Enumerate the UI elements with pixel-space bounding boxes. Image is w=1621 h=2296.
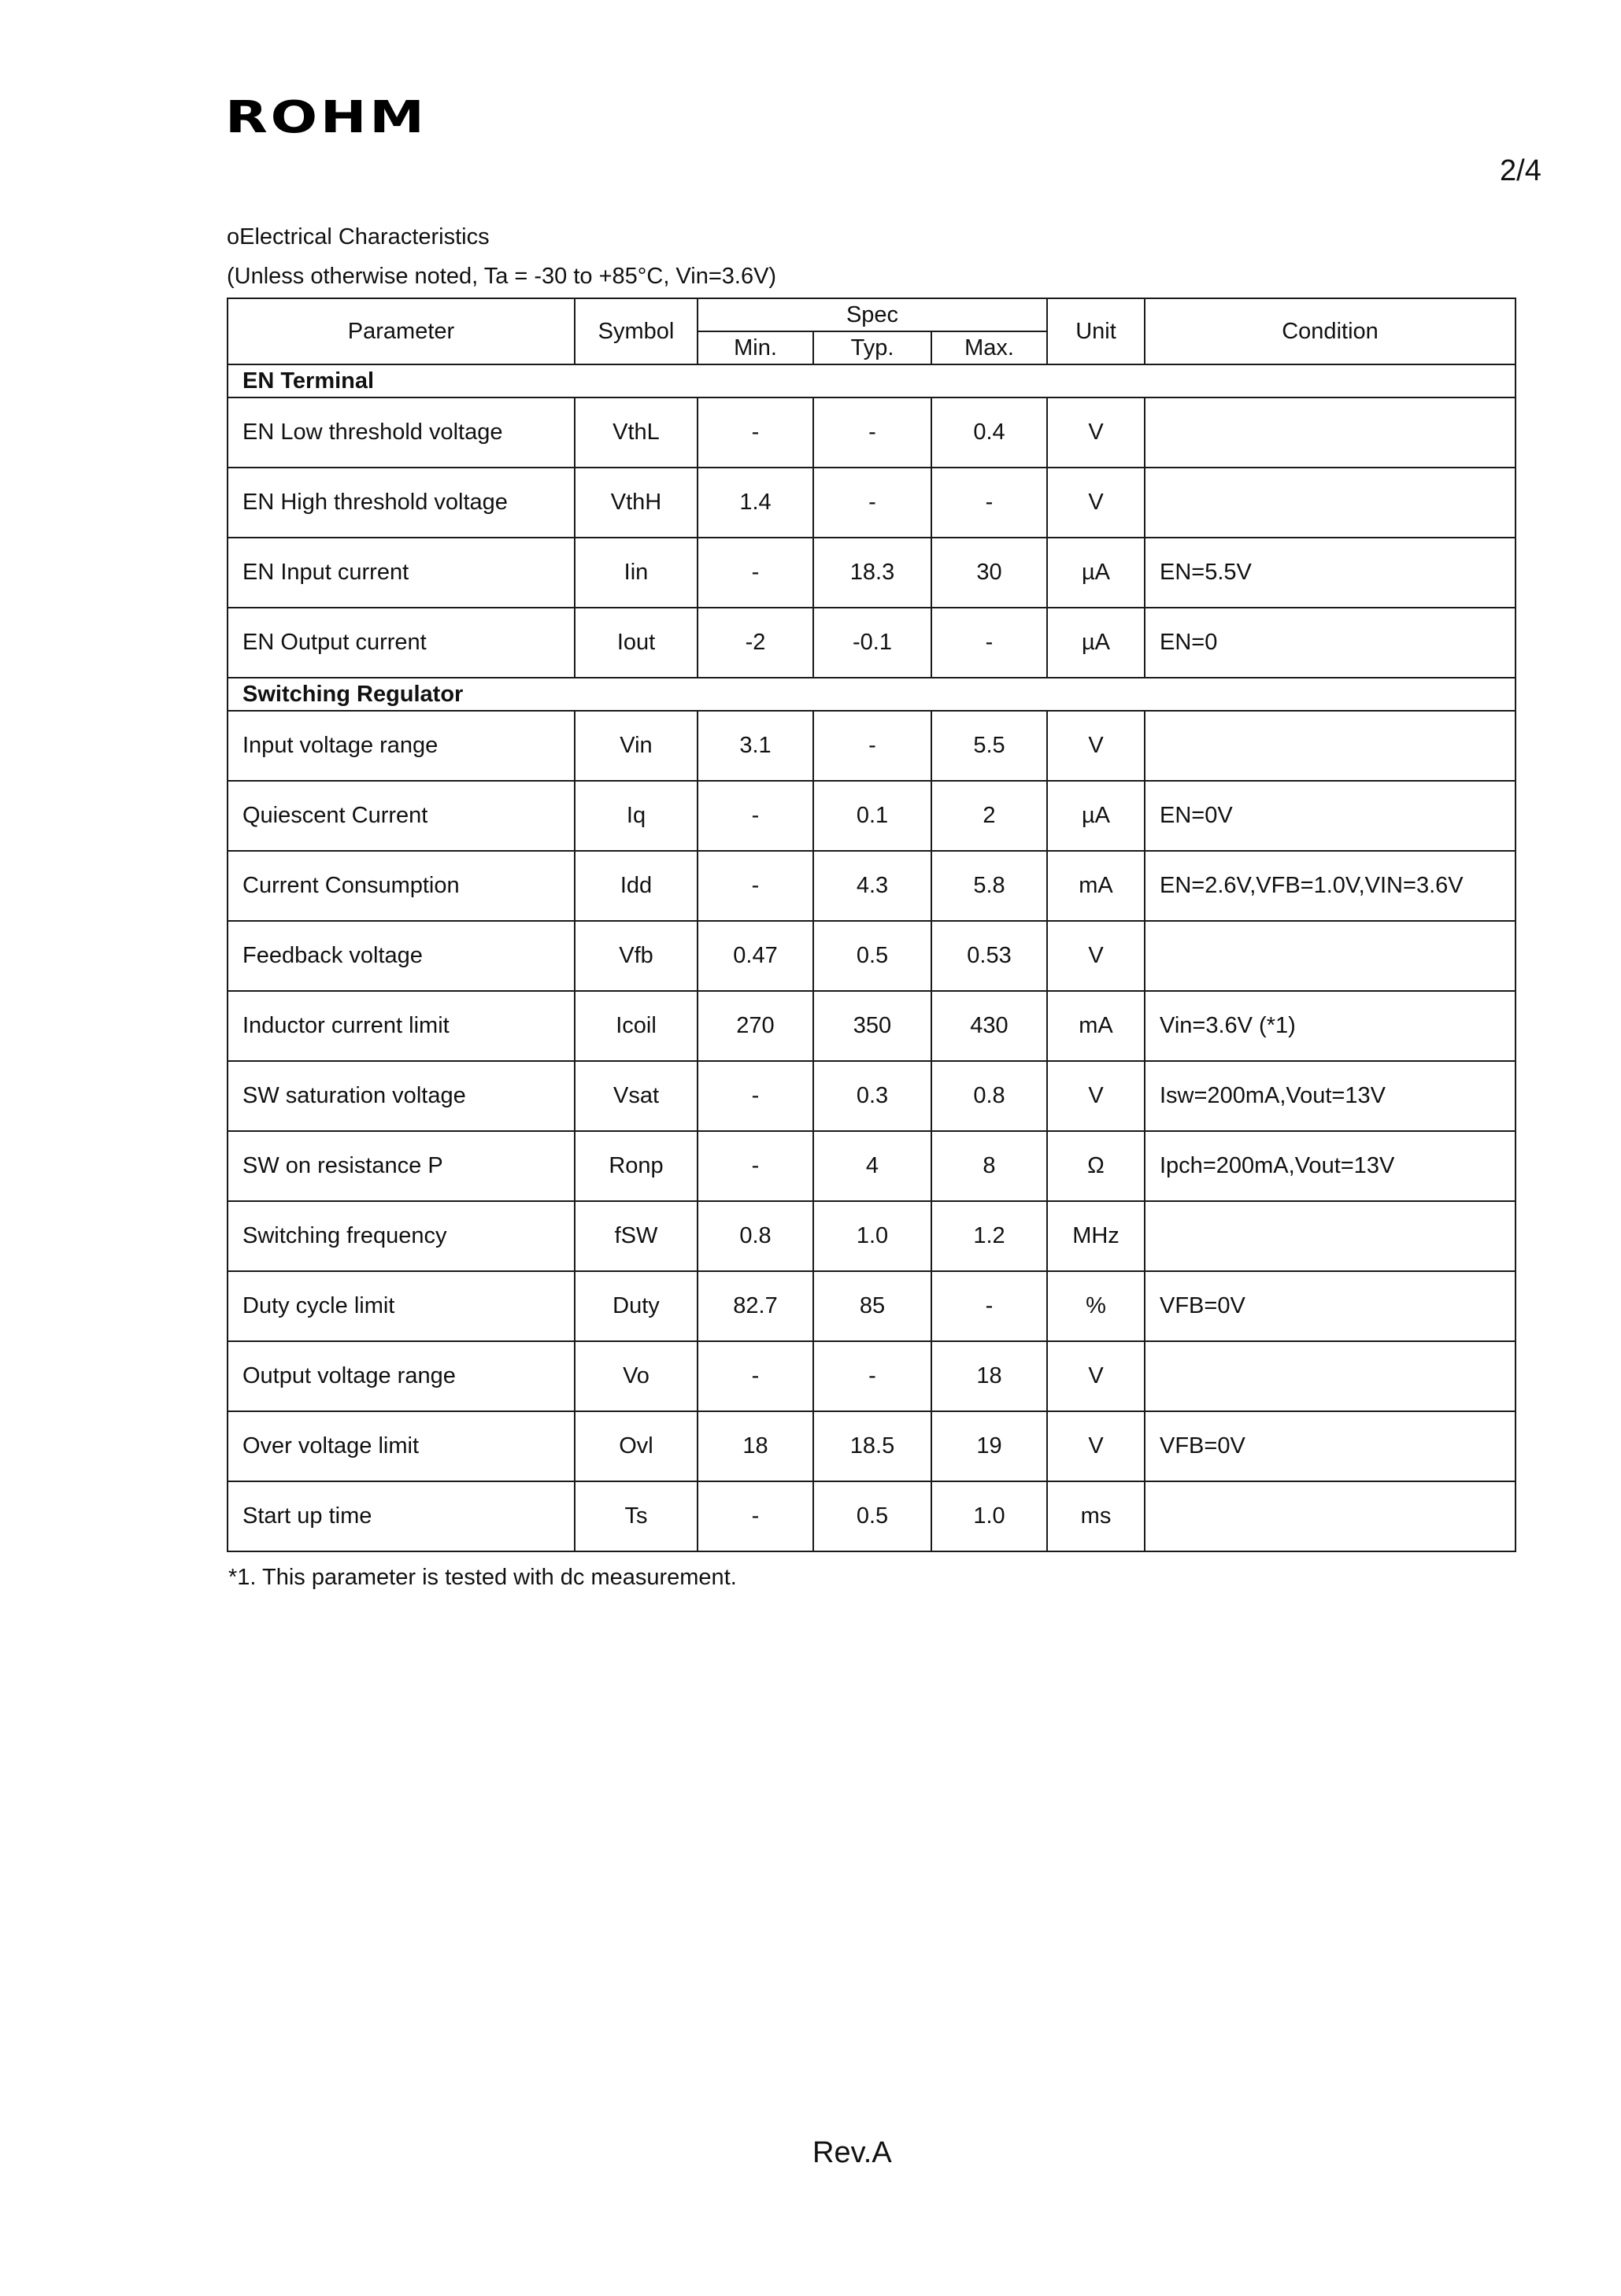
header-max: Max. xyxy=(931,331,1047,364)
cell-parameter: EN Output current xyxy=(228,608,575,678)
header-parameter: Parameter xyxy=(228,298,575,364)
cell-max: 430 xyxy=(931,991,1047,1061)
section-note: (Unless otherwise noted, Ta = -30 to +85°C, Vin=3.6V) xyxy=(227,264,777,289)
table-row xyxy=(228,921,1516,991)
cell-unit: V xyxy=(1047,1341,1145,1411)
header-unit: Unit xyxy=(1047,298,1145,364)
cell-typ: 0.3 xyxy=(813,1061,931,1131)
cell-parameter: Quiescent Current xyxy=(228,781,575,851)
cell-max: 1.0 xyxy=(931,1481,1047,1551)
cell-symbol: Icoil xyxy=(575,991,698,1061)
table-row xyxy=(228,991,1516,1061)
cell-condition: EN=0V xyxy=(1145,781,1516,851)
cell-parameter: Inductor current limit xyxy=(228,991,575,1061)
cell-parameter: Duty cycle limit xyxy=(228,1271,575,1341)
cell-typ: 85 xyxy=(813,1271,931,1341)
cell-typ: 18.5 xyxy=(813,1411,931,1481)
table-group-row xyxy=(228,364,1516,397)
cell-parameter: EN Input current xyxy=(228,538,575,608)
cell-min: - xyxy=(698,1061,813,1131)
group-title: Switching Regulator xyxy=(228,678,1516,711)
cell-condition xyxy=(1145,921,1516,991)
cell-max: 1.2 xyxy=(931,1201,1047,1271)
table-row xyxy=(228,1061,1516,1131)
cell-max: - xyxy=(931,608,1047,678)
cell-max: - xyxy=(931,1271,1047,1341)
cell-typ: -0.1 xyxy=(813,608,931,678)
table-row xyxy=(228,1131,1516,1201)
table-row xyxy=(228,1481,1516,1551)
cell-unit: V xyxy=(1047,711,1145,781)
header-min: Min. xyxy=(698,331,813,364)
cell-min: 0.8 xyxy=(698,1201,813,1271)
cell-parameter: Output voltage range xyxy=(228,1341,575,1411)
cell-unit: Ω xyxy=(1047,1131,1145,1201)
revision-label: Rev.A xyxy=(812,2136,892,2169)
cell-unit: % xyxy=(1047,1271,1145,1341)
cell-max: 0.53 xyxy=(931,921,1047,991)
table-row xyxy=(228,1201,1516,1271)
cell-symbol: Iout xyxy=(575,608,698,678)
rohm-logo: ROHM xyxy=(225,92,427,143)
cell-condition: Vin=3.6V (*1) xyxy=(1145,991,1516,1061)
cell-parameter: Switching frequency xyxy=(228,1201,575,1271)
cell-unit: V xyxy=(1047,1061,1145,1131)
cell-unit: mA xyxy=(1047,851,1145,921)
cell-symbol: Vfb xyxy=(575,921,698,991)
cell-min: 82.7 xyxy=(698,1271,813,1341)
table-row xyxy=(228,781,1516,851)
cell-parameter: Start up time xyxy=(228,1481,575,1551)
cell-symbol: Duty xyxy=(575,1271,698,1341)
cell-unit: µA xyxy=(1047,781,1145,851)
cell-min: - xyxy=(698,538,813,608)
cell-symbol: fSW xyxy=(575,1201,698,1271)
cell-max: 5.8 xyxy=(931,851,1047,921)
cell-parameter: Current Consumption xyxy=(228,851,575,921)
cell-unit: ms xyxy=(1047,1481,1145,1551)
cell-parameter: SW on resistance P xyxy=(228,1131,575,1201)
cell-symbol: Vin xyxy=(575,711,698,781)
cell-symbol: VthL xyxy=(575,397,698,468)
cell-condition: Isw=200mA,Vout=13V xyxy=(1145,1061,1516,1131)
cell-min: - xyxy=(698,1131,813,1201)
cell-max: 0.4 xyxy=(931,397,1047,468)
section-title: oElectrical Characteristics xyxy=(227,224,490,250)
cell-min: - xyxy=(698,397,813,468)
table-body xyxy=(228,364,1516,1551)
cell-typ: 0.5 xyxy=(813,1481,931,1551)
table-row xyxy=(228,1341,1516,1411)
table-group-row xyxy=(228,678,1516,711)
table-row xyxy=(228,608,1516,678)
cell-symbol: Ovl xyxy=(575,1411,698,1481)
cell-unit: µA xyxy=(1047,538,1145,608)
cell-condition: Ipch=200mA,Vout=13V xyxy=(1145,1131,1516,1201)
table-row xyxy=(228,468,1516,538)
cell-parameter: EN High threshold voltage xyxy=(228,468,575,538)
cell-parameter: Over voltage limit xyxy=(228,1411,575,1481)
cell-condition xyxy=(1145,1201,1516,1271)
table-row xyxy=(228,397,1516,468)
cell-max: 30 xyxy=(931,538,1047,608)
cell-typ: 4.3 xyxy=(813,851,931,921)
cell-parameter: EN Low threshold voltage xyxy=(228,397,575,468)
cell-typ: - xyxy=(813,711,931,781)
table-row xyxy=(228,711,1516,781)
cell-typ: 0.5 xyxy=(813,921,931,991)
header-condition: Condition xyxy=(1145,298,1516,364)
header-typ: Typ. xyxy=(813,331,931,364)
table-row xyxy=(228,1411,1516,1481)
cell-symbol: Iin xyxy=(575,538,698,608)
cell-symbol: Idd xyxy=(575,851,698,921)
cell-symbol: Ronp xyxy=(575,1131,698,1201)
cell-condition: VFB=0V xyxy=(1145,1411,1516,1481)
cell-max: 19 xyxy=(931,1411,1047,1481)
cell-min: 1.4 xyxy=(698,468,813,538)
cell-symbol: Ts xyxy=(575,1481,698,1551)
cell-unit: mA xyxy=(1047,991,1145,1061)
cell-symbol: Iq xyxy=(575,781,698,851)
group-title: EN Terminal xyxy=(228,364,1516,397)
cell-typ: 4 xyxy=(813,1131,931,1201)
cell-min: - xyxy=(698,1481,813,1551)
cell-min: 3.1 xyxy=(698,711,813,781)
cell-unit: V xyxy=(1047,1411,1145,1481)
cell-condition xyxy=(1145,397,1516,468)
cell-typ: - xyxy=(813,1341,931,1411)
footnote: *1. This parameter is tested with dc measurement. xyxy=(228,1565,737,1590)
cell-unit: µA xyxy=(1047,608,1145,678)
cell-unit: MHz xyxy=(1047,1201,1145,1271)
cell-condition: EN=2.6V,VFB=1.0V,VIN=3.6V xyxy=(1145,851,1516,921)
cell-max: 0.8 xyxy=(931,1061,1047,1131)
cell-parameter: SW saturation voltage xyxy=(228,1061,575,1131)
cell-typ: - xyxy=(813,397,931,468)
cell-typ: 0.1 xyxy=(813,781,931,851)
header-spec: Spec xyxy=(698,298,1047,331)
cell-unit: V xyxy=(1047,397,1145,468)
cell-max: - xyxy=(931,468,1047,538)
cell-min: 270 xyxy=(698,991,813,1061)
cell-symbol: Vsat xyxy=(575,1061,698,1131)
cell-max: 2 xyxy=(931,781,1047,851)
page-number: 2/4 xyxy=(1500,154,1541,187)
cell-min: - xyxy=(698,1341,813,1411)
cell-condition xyxy=(1145,1481,1516,1551)
header-symbol: Symbol xyxy=(575,298,698,364)
cell-typ: - xyxy=(813,468,931,538)
table-row xyxy=(228,538,1516,608)
cell-parameter: Input voltage range xyxy=(228,711,575,781)
cell-min: - xyxy=(698,851,813,921)
cell-symbol: VthH xyxy=(575,468,698,538)
table-row xyxy=(228,851,1516,921)
cell-condition xyxy=(1145,468,1516,538)
cell-max: 5.5 xyxy=(931,711,1047,781)
cell-typ: 18.3 xyxy=(813,538,931,608)
cell-max: 8 xyxy=(931,1131,1047,1201)
cell-symbol: Vo xyxy=(575,1341,698,1411)
cell-condition xyxy=(1145,711,1516,781)
cell-unit: V xyxy=(1047,468,1145,538)
cell-typ: 1.0 xyxy=(813,1201,931,1271)
cell-typ: 350 xyxy=(813,991,931,1061)
cell-max: 18 xyxy=(931,1341,1047,1411)
cell-condition xyxy=(1145,1341,1516,1411)
cell-min: - xyxy=(698,781,813,851)
cell-min: 18 xyxy=(698,1411,813,1481)
table-row xyxy=(228,1271,1516,1341)
electrical-characteristics-table xyxy=(227,298,1516,1552)
cell-condition: EN=0 xyxy=(1145,608,1516,678)
table-header-row xyxy=(228,298,1516,331)
cell-condition: VFB=0V xyxy=(1145,1271,1516,1341)
cell-min: 0.47 xyxy=(698,921,813,991)
cell-condition: EN=5.5V xyxy=(1145,538,1516,608)
cell-unit: V xyxy=(1047,921,1145,991)
cell-parameter: Feedback voltage xyxy=(228,921,575,991)
cell-min: -2 xyxy=(698,608,813,678)
